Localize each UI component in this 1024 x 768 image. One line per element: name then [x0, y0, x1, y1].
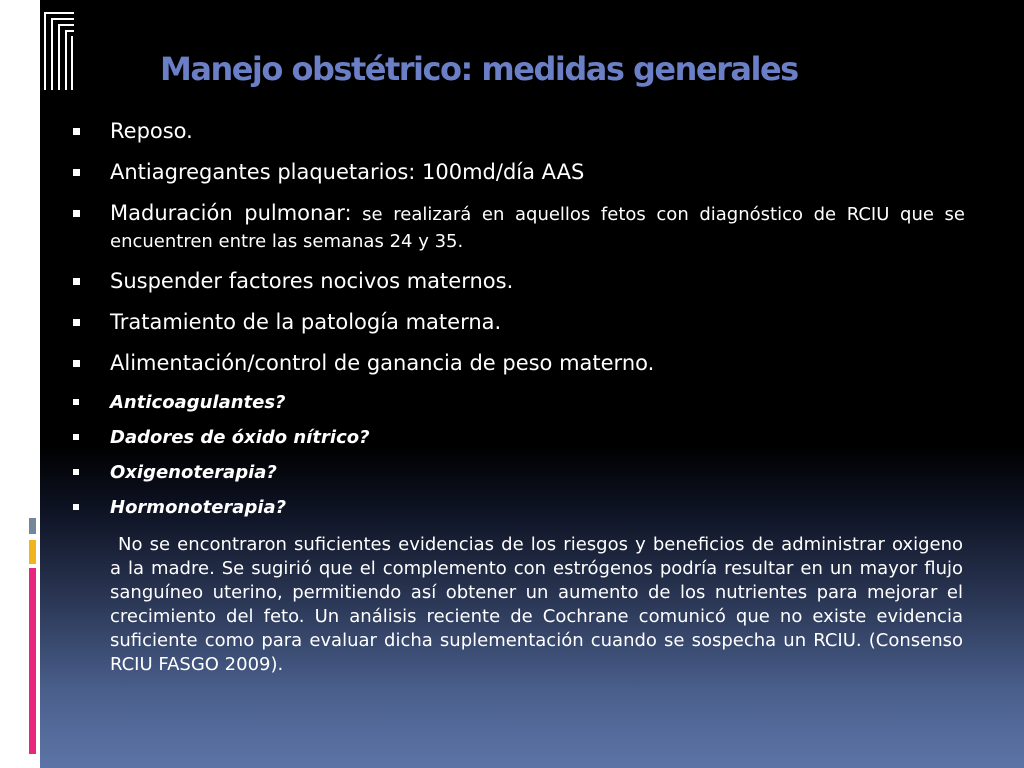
- left-accent-strip: [0, 0, 40, 768]
- evidence-paragraph: No se encontraron suficientes evidencias de los riesgos y beneficios de administrar oxigeno a la madre. Se sugirió que el complemento con estrógenos podría resultar en un mayor flujo sanguíneo uterino, permitiendo así obtener un aumento de los nutrientes para mejorar el crecimiento del feto. Un análisis reciente de Cochrane comunicó que no existe evidencia suficiente como para evaluar dicha suplementación cuando se sospecha un RCIU. (Consenso RCIU FASGO 2009).: [110, 534, 963, 675]
- bullet-lead-text: Maduración pulmonar:: [110, 201, 352, 225]
- window-panes-icon: [44, 12, 74, 90]
- bullet-item: [60, 268, 965, 295]
- bullet-detail-text: se realizará en aquellos fetos con diagnóstico de RCIU que se encuentren entre las semanas 24 y 35.: [110, 204, 966, 252]
- bullet-text: Antiagregantes plaquetarios: 100md/día AAS: [110, 160, 585, 184]
- bullet-text: Dadores de óxido nítrico?: [110, 427, 370, 448]
- bullet-text: Tratamiento de la patología materna.: [110, 310, 502, 334]
- bullet-item: [60, 350, 965, 377]
- square-bullet-icon: [73, 278, 80, 285]
- bullet-item: [60, 118, 965, 145]
- bullet-text: Anticoagulantes?: [110, 392, 286, 413]
- square-bullet-icon: [73, 319, 80, 326]
- square-bullet-icon: [73, 399, 79, 405]
- slide-title: Manejo obstétrico: medidas generales: [160, 50, 798, 88]
- bullet-list: [60, 118, 965, 531]
- bullet-text: Suspender factores nocivos maternos.: [110, 269, 514, 293]
- bullet-item: [60, 426, 965, 449]
- bullet-item: [60, 159, 965, 186]
- square-bullet-icon: [73, 469, 79, 475]
- square-bullet-icon: [73, 434, 79, 440]
- bullet-item: [60, 461, 965, 484]
- bullet-text: Oxigenoterapia?: [110, 462, 277, 483]
- bullet-item: [60, 309, 965, 336]
- square-bullet-icon: [73, 360, 80, 367]
- bullet-item: [60, 391, 965, 414]
- accent-bar-pink: [29, 568, 36, 754]
- bullet-text: Hormonoterapia?: [110, 497, 287, 518]
- square-bullet-icon: [73, 128, 80, 135]
- bullet-item: [60, 200, 965, 254]
- accent-bar-gray: [29, 518, 36, 534]
- accent-bar-yellow: [29, 540, 36, 564]
- bullet-item: [60, 496, 965, 519]
- square-bullet-icon: [73, 210, 80, 217]
- bullet-text: Alimentación/control de ganancia de peso materno.: [110, 351, 655, 375]
- square-bullet-icon: [73, 169, 80, 176]
- square-bullet-icon: [73, 504, 79, 510]
- bullet-text: Reposo.: [110, 119, 193, 143]
